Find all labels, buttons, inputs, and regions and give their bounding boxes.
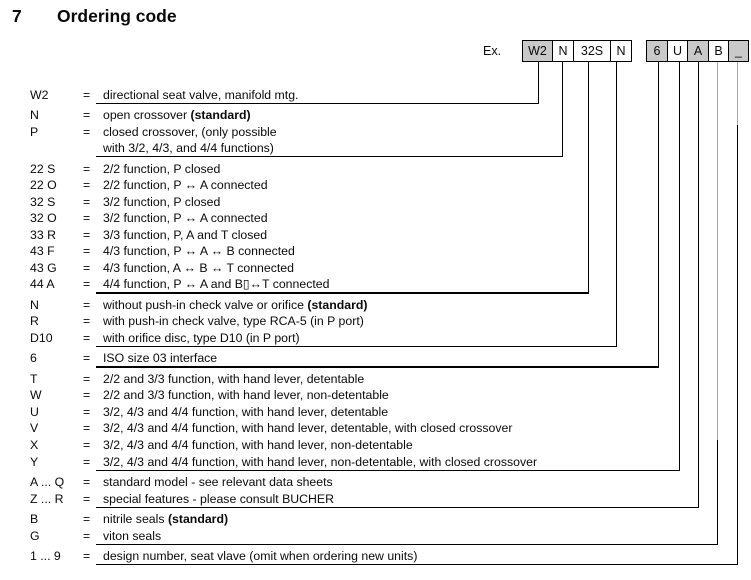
code-box-w2: W2 <box>522 40 553 62</box>
row-description: 2/2 and 3/3 function, with hand lever, detentable <box>103 371 365 386</box>
ordering-code-boxes-group-1 <box>522 40 632 62</box>
equals-sign: = <box>83 297 91 312</box>
row-code: 1 ... 9 <box>30 549 61 563</box>
row-code: 32 S <box>30 194 56 209</box>
row-description: 3/2, 4/3 and 4/4 function, with hand lever, non-detentable <box>103 438 413 452</box>
group-underline <box>96 507 699 508</box>
group-underline <box>96 156 563 157</box>
row-code: Y <box>30 454 39 469</box>
row-description: 3/2, 4/3 and 4/4 function, with hand lever, detentable, with closed crossover <box>103 421 513 436</box>
row-description: 3/2 function, P ↔ A connected <box>103 211 268 226</box>
row-description <box>103 108 251 122</box>
row-code: 22 O <box>30 178 57 193</box>
row-code: 22 S <box>30 161 56 176</box>
equals-sign: = <box>83 491 91 506</box>
row-description: viton seals <box>103 528 162 543</box>
ordering-code-boxes-group-2 <box>646 40 749 62</box>
row-description: 3/2, 4/3 and 4/4 function, with hand lever, non-detentable, with closed crossover <box>103 454 538 469</box>
group-underline <box>96 470 680 471</box>
row-description: 4/4 function, P ↔ A and B▯↔T connected <box>103 277 330 292</box>
group-underline <box>96 103 539 104</box>
row-description: 2/2 function, P ↔ A connected <box>103 178 268 193</box>
connector-line <box>679 62 680 470</box>
connector-line <box>698 62 699 507</box>
equals-sign: = <box>83 549 91 563</box>
equals-sign: = <box>83 438 91 452</box>
row-description-bold: (standard) <box>167 512 229 526</box>
row-description: design number, seat vlave (omit when ordering new units) <box>103 549 418 563</box>
connector-line <box>737 125 738 564</box>
equals-sign: = <box>83 244 91 259</box>
equals-sign: = <box>83 314 91 329</box>
row-code: W2 <box>30 87 49 102</box>
group-underline <box>96 544 718 545</box>
row-description <box>103 512 228 526</box>
row-description: ISO size 03 interface <box>103 351 218 366</box>
equals-sign: = <box>83 178 91 193</box>
connector-line <box>588 62 589 292</box>
row-code: B <box>30 512 39 526</box>
row-description-text: without push-in check valve or orifice <box>103 297 308 312</box>
section-number: 7 <box>12 6 22 26</box>
page-title: Ordering code <box>57 6 177 26</box>
row-description: with push-in check valve, type RCA-5 (in P port) <box>103 314 364 329</box>
row-description: 2/2 function, P closed <box>103 161 221 176</box>
row-code: 32 O <box>30 211 57 226</box>
row-code: G <box>30 528 40 543</box>
connector-line <box>717 440 718 544</box>
group-underline <box>96 346 617 347</box>
equals-sign: = <box>83 371 91 386</box>
example-label: Ex. <box>483 44 502 58</box>
code-box-a: A <box>687 40 709 62</box>
equals-sign: = <box>83 260 91 275</box>
equals-sign: = <box>83 87 91 102</box>
row-description-bold: (standard) <box>307 297 368 312</box>
equals-sign: = <box>83 454 91 469</box>
equals-sign: = <box>83 388 91 403</box>
code-box-6: 6 <box>646 40 668 62</box>
equals-sign: = <box>83 107 91 122</box>
row-description-text: open crossover <box>103 107 191 122</box>
row-code: 44 A <box>30 277 55 292</box>
row-description-text: nitrile seals <box>103 512 168 526</box>
row-description: with orifice disc, type D10 (in P port) <box>103 330 300 345</box>
section-title <box>12 6 177 27</box>
equals-sign: = <box>83 277 91 292</box>
equals-sign: = <box>83 330 91 345</box>
row-code: 43 F <box>30 244 55 259</box>
row-code: U <box>30 404 39 419</box>
row-code: R <box>30 314 39 329</box>
connector-line <box>737 62 738 125</box>
group-underline <box>96 564 738 565</box>
equals-sign: = <box>83 227 91 242</box>
row-description <box>103 298 367 312</box>
code-box-b: B <box>708 40 729 62</box>
connector-line <box>616 62 617 346</box>
group-underline <box>96 292 589 293</box>
row-code: N <box>30 297 39 312</box>
code-box-n: N <box>552 40 574 62</box>
row-code: T <box>30 371 38 386</box>
equals-sign: = <box>83 194 91 209</box>
connector-line <box>717 62 718 440</box>
equals-sign: = <box>83 161 91 176</box>
equals-sign: = <box>83 124 91 139</box>
code-box-blank: _ <box>728 40 749 62</box>
row-description: 3/2 function, P closed <box>103 194 221 209</box>
equals-sign: = <box>83 351 91 366</box>
equals-sign: = <box>83 211 91 226</box>
row-code: N <box>30 107 39 122</box>
row-description: 2/2 and 3/3 function, with hand lever, non-detentable <box>103 388 389 403</box>
row-description: 4/3 function, P ↔ A ↔ B connected <box>103 244 295 259</box>
row-description: standard model - see relevant data sheets <box>103 475 333 489</box>
row-code: 6 <box>30 351 37 366</box>
row-code: 33 R <box>30 227 56 242</box>
row-code: Z ... R <box>30 491 64 506</box>
row-description: 3/2, 4/3 and 4/4 function, with hand lever, detentable <box>103 404 389 419</box>
equals-sign: = <box>83 421 91 436</box>
connector-line <box>562 62 563 156</box>
row-code: W <box>30 388 42 403</box>
connector-line <box>658 62 659 366</box>
code-box-32s: 32S <box>573 40 611 62</box>
equals-sign: = <box>83 528 91 543</box>
equals-sign: = <box>83 475 91 489</box>
row-description: special features - please consult BUCHER <box>103 491 335 506</box>
row-code: V <box>30 421 39 436</box>
row-description: closed crossover, (only possible <box>103 124 277 139</box>
row-code: A ... Q <box>30 475 65 489</box>
row-code: X <box>30 438 39 452</box>
row-description: directional seat valve, manifold mtg. <box>103 87 299 102</box>
row-description: with 3/2, 4/3, and 4/4 functions) <box>103 141 274 156</box>
code-box-u: U <box>667 40 688 62</box>
row-code: D10 <box>30 330 53 345</box>
connector-line <box>538 62 539 103</box>
equals-sign: = <box>83 512 91 526</box>
row-code: P <box>30 124 39 139</box>
row-description-bold: (standard) <box>190 107 251 122</box>
code-box-n: N <box>610 40 632 62</box>
row-code: 43 G <box>30 260 57 275</box>
row-description: 3/3 function, P, A and T closed <box>103 227 268 242</box>
group-underline <box>96 366 659 367</box>
equals-sign: = <box>83 404 91 419</box>
row-description: 4/3 function, A ↔ B ↔ T connected <box>103 260 294 275</box>
